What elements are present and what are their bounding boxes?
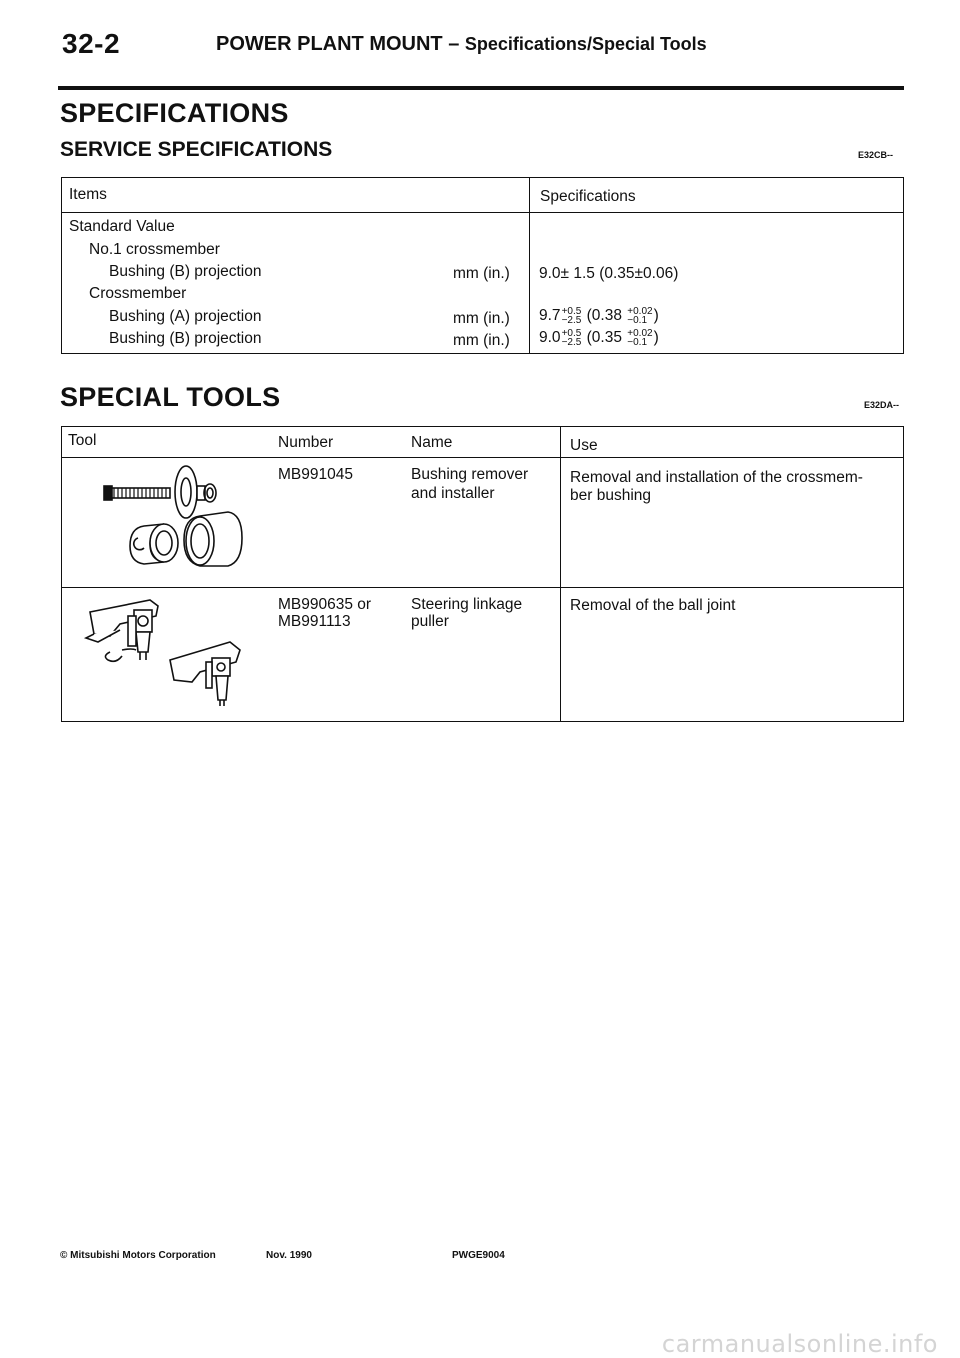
tool-use: Removal of the ball joint [570, 597, 736, 614]
tool-number: MB991113 [278, 613, 351, 630]
tolerance: +0.5 −2.5 [561, 306, 582, 326]
special-tools-heading: SPECIAL TOOLS [60, 382, 281, 412]
page-number: 32-2 [62, 28, 121, 59]
column-header-tool: Tool [68, 432, 97, 449]
tool-name: Bushing remover [411, 466, 529, 483]
column-header-number: Number [278, 434, 334, 451]
footer-copyright: © Mitsubishi Motors Corporation [60, 1250, 216, 1261]
tolerance: +0.5 −2.5 [561, 328, 582, 348]
spec-row-label: No.1 crossmember [89, 241, 220, 258]
spec-row-value: 9.0± 1.5 (0.35±0.06) [539, 265, 679, 282]
tool-use: Removal and installation of the crossmem- [570, 469, 863, 486]
tool-name: puller [411, 613, 449, 630]
watermark: carmanualsonline.info [661, 1330, 938, 1358]
table-divider [529, 177, 530, 354]
title-dash: – [448, 33, 460, 55]
section-title: POWER PLANT MOUNT [216, 33, 443, 55]
table-divider [61, 457, 904, 458]
spec-row-value: 9.7 +0.5 −2.5 (0.38 +0.02 −0.1 ) [539, 306, 659, 326]
spec-row-unit: mm (in.) [453, 332, 510, 349]
column-header-use: Use [570, 437, 598, 454]
column-header-name: Name [411, 434, 453, 451]
section-subtitle: Specifications/Special Tools [464, 34, 707, 54]
header-rule [58, 86, 904, 90]
spec-row-value: 9.0 +0.5 −2.5 (0.35 +0.02 −0.1 ) [539, 328, 659, 348]
spec-row-label: Bushing (B) projection [109, 330, 262, 347]
bushing-remover-installer-illustration [100, 462, 250, 580]
spec-row-label: Crossmember [89, 285, 187, 302]
special-tools-code: E32DA-- [864, 400, 900, 410]
footer-date: Nov. 1990 [266, 1250, 312, 1261]
specifications-code: E32CB-- [858, 150, 894, 160]
footer-doc-code: PWGE9004 [452, 1250, 505, 1261]
tool-number: MB991045 [278, 466, 353, 483]
table-divider [560, 426, 561, 722]
table-divider [61, 587, 904, 588]
tolerance: +0.02 −0.1 [627, 306, 653, 326]
tool-name: and installer [411, 485, 495, 502]
spec-row-label: Bushing (B) projection [109, 263, 262, 280]
service-specifications-heading: SERVICE SPECIFICATIONS [60, 138, 333, 161]
column-header-items: Items [69, 186, 107, 203]
spec-row-unit: mm (in.) [453, 265, 510, 282]
specifications-heading: SPECIFICATIONS [60, 98, 289, 128]
tool-number: MB990635 or [278, 596, 372, 613]
tool-use: ber bushing [570, 487, 652, 504]
table-divider [61, 212, 904, 213]
steering-linkage-puller-illustration [80, 590, 260, 708]
column-header-specifications: Specifications [540, 188, 636, 205]
tool-name: Steering linkage [411, 596, 523, 613]
spec-row-label: Standard Value [69, 218, 175, 235]
tolerance: +0.02 −0.1 [627, 328, 653, 348]
spec-row-label: Bushing (A) projection [109, 308, 262, 325]
spec-row-unit: mm (in.) [453, 310, 510, 327]
running-head [216, 33, 707, 56]
